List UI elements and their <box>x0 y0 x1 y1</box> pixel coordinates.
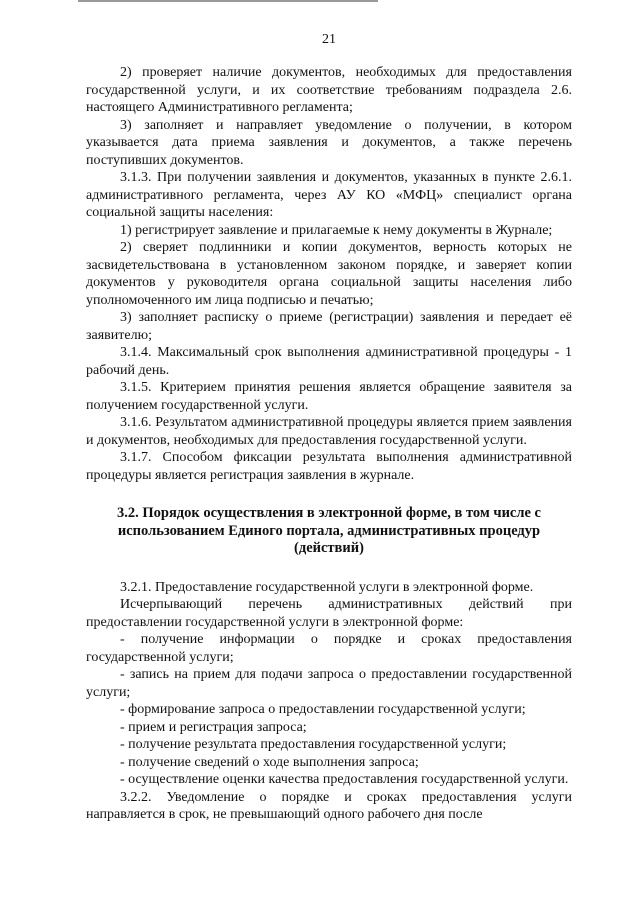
paragraph: 3.1.4. Максимальный срок выполнения административной процедуры - 1 рабочий день. <box>86 345 572 378</box>
top-rule <box>78 0 378 2</box>
paragraph: 3) заполняет и направляет уведомление о получении, в котором указывается дата приема заявления и документов, а также перечень поступивших документов. <box>86 117 572 168</box>
paragraph: 1) регистрирует заявление и прилагаемые к нему документы в Журнале; <box>120 222 553 238</box>
paragraph: 3.2.2. Уведомление о порядке и сроках предоставления услуги направляется в срок, не превышающий одного рабочего дня после <box>86 789 572 822</box>
paragraph: 3.1.6. Результатом административной процедуры является прием заявления и документов, необходимых для предоставления государственной услуги. <box>86 415 572 448</box>
list-item: - осуществление оценки качества предоставления государственной услуги. <box>120 772 569 787</box>
paragraph: 2) проверяет наличие документов, необходимых для предоставления государственной услуги, и их соответствие требованиям подраздела 2.6. настоящего Административного регламента; <box>86 65 572 115</box>
body-text-bottom <box>86 579 572 824</box>
paragraph: 3.2.1. Предоставление государственной услуги в электронной форме. <box>120 579 534 595</box>
body-text-top <box>86 64 572 484</box>
paragraph: 3.1.7. Способом фиксации результата выполнения административной процедуры является регистрация заявления в журнале. <box>86 450 572 483</box>
list-item: - прием и регистрация запроса; <box>120 719 307 735</box>
document-page <box>86 32 572 824</box>
list-item: - запись на прием для подачи запроса о предоставлении государственной услуги; <box>86 667 572 700</box>
page-number: 21 <box>322 32 336 47</box>
section-heading: 3.2. Порядок осуществления в электронной форме, в том числе с использованием Единого портала, административных процедур (действий) <box>116 505 541 556</box>
paragraph: 3.1.3. При получении заявления и документов, указанных в пункте 2.6.1. административного регламента, через АУ КО «МФЦ» специалист органа социальной защиты населения: <box>86 170 572 220</box>
paragraph: 3.1.5. Критерием принятия решения является обращение заявителя за получением государственной услуги. <box>86 380 572 413</box>
list-item: - формирование запроса о предоставлении государственной услуги; <box>120 702 526 717</box>
list-item: - получение результата предоставления государственной услуги; <box>120 737 507 752</box>
list-item: - получение информации о порядке и сроках предоставления государственной услуги; <box>86 632 572 665</box>
list-item: - получение сведений о ходе выполнения запроса; <box>120 754 419 770</box>
paragraph: 2) сверяет подлинники и копии документов, верность которых не засвидетельствована в установленном законом порядке, и заверяет копии документов у руководителя органа социальной защиты населения либо уполномоченного им лица подписью и печатью; <box>86 240 572 308</box>
paragraph: Исчерпывающий перечень административных действий при предоставлении государственной услуги в электронной форме: <box>86 597 572 630</box>
paragraph: 3) заполняет расписку о приеме (регистрации) заявления и передает её заявителю; <box>86 310 572 343</box>
